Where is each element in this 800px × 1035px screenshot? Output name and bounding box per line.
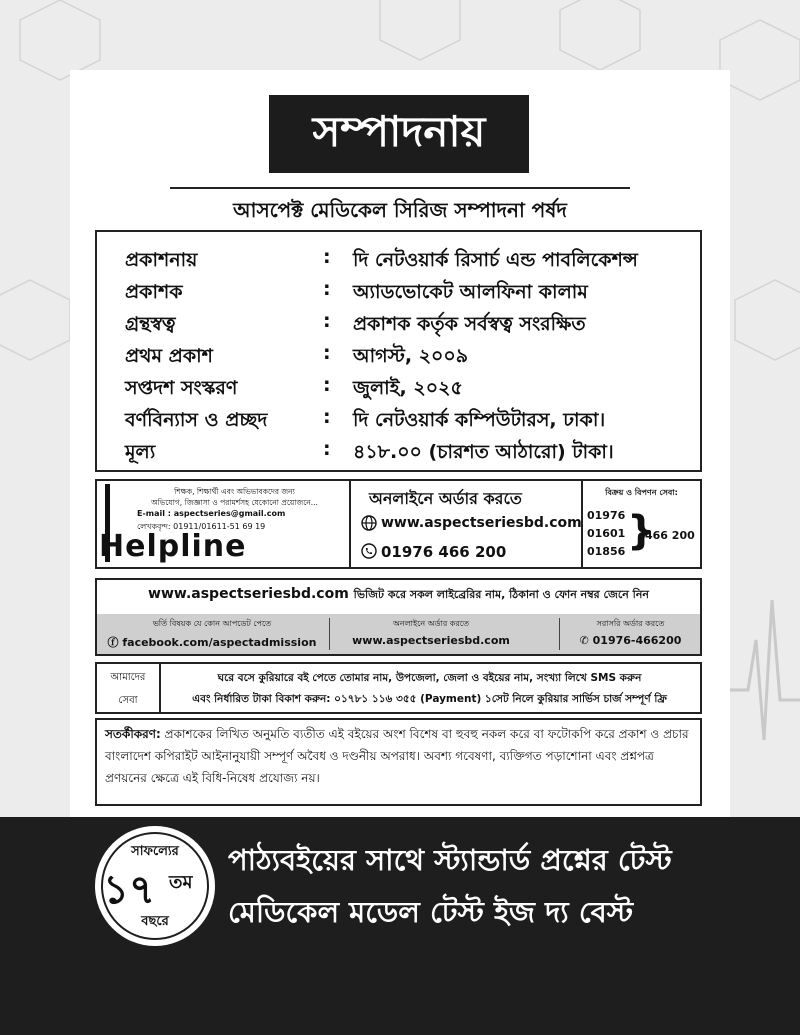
info-row-publisher	[97, 274, 700, 306]
page-title: সম্পাদনায়	[269, 95, 529, 173]
service-line: ঘরে বসে কুরিয়ারে বই পেতে তোমার নাম, উপজেলা, জেলা ও বইয়ের নাম, সংখ্যা লিখে SMS করুন	[217, 672, 642, 684]
online-order-title: অনলাইনে অর্ডার করতে	[369, 489, 522, 508]
contact-value[interactable]: facebook.com/aspectadmission	[122, 636, 317, 649]
divider	[170, 187, 630, 189]
info-colon: :	[323, 342, 331, 364]
helpline-heading: Helpline	[99, 529, 247, 564]
contact-facebook	[97, 614, 327, 654]
visit-text: ভিজিট করে সকল লাইব্রেরির নাম, ঠিকানা ও ফোন নম্বর জেনে নিন	[353, 588, 649, 601]
tagline-line-2: মেডিকেল মডেল টেস্ট ইজ দ্য বেস্ট	[228, 895, 634, 929]
facebook-icon: ⓕ	[107, 636, 119, 649]
whatsapp-icon	[361, 543, 377, 559]
info-colon: :	[323, 278, 331, 300]
contact-caption: সরাসরি অর্ডার করতে	[596, 619, 665, 628]
sales-prefix: 01976	[587, 509, 626, 522]
info-colon: :	[323, 406, 331, 428]
helpline-email[interactable]: E-mail : aspectseries@gmail.com	[137, 509, 286, 518]
badge-suffix: তম	[169, 872, 193, 893]
sales-suffix: 466 200	[645, 529, 695, 542]
service-label-line: আমাদের	[110, 672, 146, 683]
info-label: প্রকাশনায়	[125, 249, 198, 271]
contact-value[interactable]: www.aspectseriesbd.com	[352, 634, 510, 647]
service-box	[95, 662, 702, 714]
info-value: আগস্ট, ২০০৯	[353, 345, 469, 367]
online-order-website[interactable]: www.aspectseriesbd.com	[381, 515, 582, 531]
info-value: দি নেটওয়ার্ক রিসার্চ এন্ড পাবলিকেশন্স	[353, 249, 638, 271]
phone-icon: ✆	[579, 634, 589, 647]
info-label: প্রথম প্রকাশ	[125, 345, 213, 367]
heartbeat-line	[730, 600, 800, 740]
info-value: প্রকাশক কর্তৃক সর্বস্বত্ব সংরক্ষিত	[353, 313, 586, 335]
sales-title: বিক্রয় ও বিপণন সেবা:	[605, 488, 678, 497]
sales-prefix: 01601	[587, 527, 626, 540]
contact-strip	[97, 614, 700, 654]
helpline-purpose: অভিযোগ, জিজ্ঞাসা ও পরামর্শসহ যেকোনো প্রয়োজনে...	[151, 498, 318, 507]
info-row-layout-cover	[97, 402, 700, 434]
info-value: অ্যাডভোকেট আলফিনা কালাম	[353, 281, 588, 303]
info-colon: :	[323, 438, 331, 460]
sales-section	[583, 481, 700, 567]
visit-box	[95, 578, 702, 656]
publication-info-box	[95, 230, 702, 472]
visit-line	[97, 586, 700, 605]
helpline-audience: শিক্ষক, শিক্ষার্থী এবং অভিভাবকদের জন্য	[174, 487, 295, 496]
info-row-publisher-house	[97, 242, 700, 274]
info-row-edition	[97, 370, 700, 402]
info-colon: :	[323, 246, 331, 268]
info-label: প্রকাশক	[125, 281, 183, 303]
contact-caption: ভর্তি বিষয়ক যে কোন আপডেট পেতে	[152, 619, 272, 628]
info-row-price	[97, 434, 700, 466]
info-row-first-edition	[97, 338, 700, 370]
service-line: এবং নির্ধারিত টাকা বিকাশ করুন: ০১৭৮১ ১১৬ ৩৫৫ (Payment) ১সেট নিলে কুরিয়ার সার্ভিস চার্জ সম্পূর্ণ ফ্রি	[192, 693, 667, 705]
info-label: মূল্য	[125, 441, 156, 463]
badge-top: সাফল্যের	[131, 844, 179, 859]
info-colon: :	[323, 374, 331, 396]
badge-bottom: বছরে	[141, 914, 169, 929]
anniversary-badge	[95, 826, 215, 946]
helpline-phone: লেখকবৃন্দ: 01911/01611-51 69 19	[137, 522, 266, 531]
warning-label: সতর্কীকরণ:	[105, 727, 161, 741]
contact-caption: অনলাইনে অর্ডার করতে	[393, 619, 469, 628]
info-colon: :	[323, 310, 331, 332]
visit-site[interactable]: www.aspectseriesbd.com	[148, 586, 349, 602]
badge-number: ১৭	[103, 867, 155, 913]
sales-prefix: 01856	[587, 545, 626, 558]
helpline-section	[97, 481, 351, 567]
contact-direct	[561, 614, 700, 654]
service-label	[97, 664, 161, 712]
info-value: ৪১৮.০০ (চারশত আঠারো) টাকা।	[353, 441, 614, 463]
info-value: জুলাই, ২০২৫	[353, 377, 463, 399]
info-label: বর্ণবিন্যাস ও প্রচ্ছদ	[125, 409, 268, 431]
service-label-line: সেবা	[118, 695, 138, 706]
divider	[559, 618, 560, 650]
online-order-section	[351, 481, 583, 567]
helpline-box	[95, 479, 702, 569]
tagline-line-1: পাঠ্যবইয়ের সাথে স্ট্যান্ডার্ড প্রশ্নের টেস্ট	[228, 843, 672, 877]
info-value: দি নেটওয়ার্ক কম্পিউটারস, ঢাকা।	[353, 409, 606, 431]
globe-icon	[361, 515, 377, 531]
divider	[329, 618, 330, 650]
contact-value[interactable]: 01976-466200	[592, 634, 682, 647]
warning-text: প্রকাশকের লিখিত অনুমতি ব্যতীত এই বইয়ের অংশ বিশেষ বা হুবহু নকল করে বা ফটোকপি করে প্রকাশ ও প্রচার বাংলাদেশ কপিরাইট আইনানুযায়ী সম্পূর্ণ অবৈধ ও দণ্ডনীয় অপরাধ। অবশ্য গবেষণা, ব্যক্তিগত পড়াশোনা এবং প্রশ্নপত্র প্রণয়নের ক্ষেত্রে এই বিধি-নিষেধ প্রযোজ্য নয়।	[105, 727, 689, 785]
info-label: সপ্তদশ সংস্করণ	[125, 377, 238, 399]
editorial-board: আসপেক্ট মেডিকেল সিরিজ সম্পাদনা পর্ষদ	[233, 198, 567, 222]
online-order-phone[interactable]: 01976 466 200	[381, 543, 507, 561]
brace-icon: }	[627, 508, 656, 554]
warning-box	[95, 718, 702, 806]
info-row-copyright	[97, 306, 700, 338]
info-label: গ্রন্থস্বত্ব	[125, 313, 176, 335]
contact-website	[331, 614, 531, 654]
